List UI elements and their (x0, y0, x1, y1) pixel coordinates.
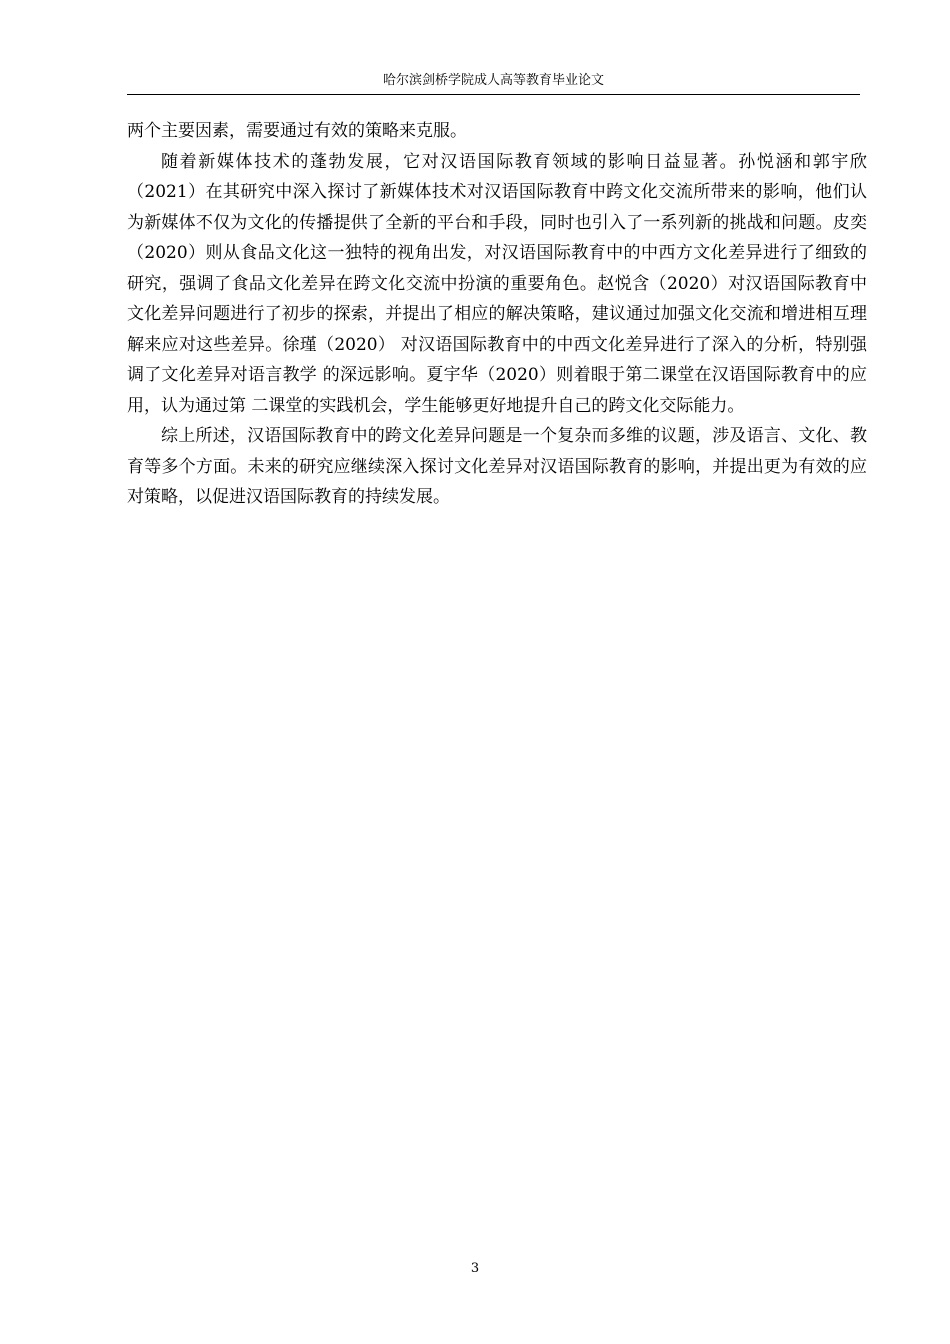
paragraph-continuation: 两个主要因素，需要通过有效的策略来克服。 (127, 121, 467, 141)
page-number: 3 (470, 1261, 480, 1276)
page-header (127, 72, 860, 95)
header-title: 哈尔滨剑桥学院成人高等教育毕业论文 (382, 73, 604, 88)
body-text (127, 116, 867, 513)
paragraph-summary: 综上所述，汉语国际教育中的跨文化差异问题是一个复杂而多维的议题，涉及语言、文化、教育等多个方面。未来的研究应继续深入探讨文化差异对汉语国际教育的影响，并提出更为有效的应对策略，以促进汉语国际教育的持续发展。 (127, 426, 867, 507)
paragraph-new-media: 随着新媒体技术的蓬勃发展，它对汉语国际教育领域的影响日益显著。孙悦涵和郭宇欣（2021）在其研究中深入探讨了新媒体技术对汉语国际教育中跨文化交流所带来的影响，他们认为新媒体不仅为文化的传播提供了全新的平台和手段，同时也引入了一系列新的挑战和问题。皮奕（2020）则从食品文化这一独特的视角出发，对汉语国际教育中的中西方文化差异进行了细致的研究，强调了食品文化差异在跨文化交流中扮演的重要角色。赵悦含（2020）对汉语国际教育中文化差异问题进行了初步的探索，并提出了相应的解决策略，建议通过加强文化交流和增进相互理解来应对这些差异。徐瑾（2020） 对汉语国际教育中的中西文化差异进行了深入的分析，特别强调了文化差异对语言教学 的深远影响。夏宇华（2020）则着眼于第二课堂在汉语国际教育中的应用，认为通过第 二课堂的实践机会，学生能够更好地提升自己的跨文化交际能力。 (127, 151, 867, 416)
